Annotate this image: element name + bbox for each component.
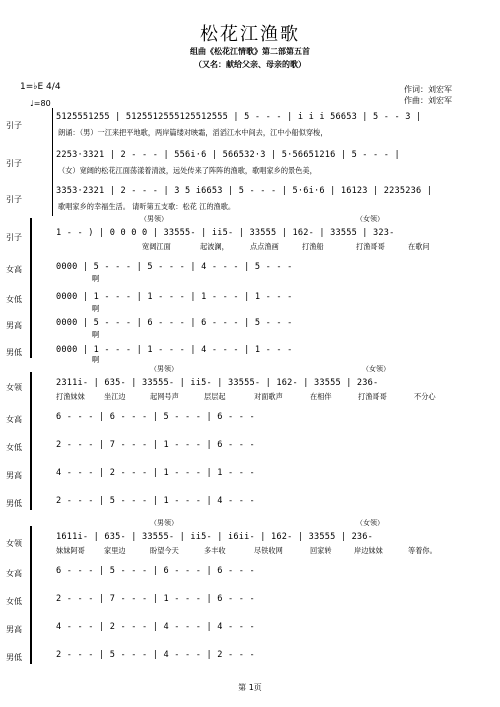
part-label: 女领 [6, 383, 22, 392]
part-label: 男高 [6, 471, 22, 480]
ah: 啊 [92, 330, 100, 339]
lyrics-row: 歌唱家乡的幸福生活。 请听第五支歌：松花 江的渔歌。 [58, 202, 236, 211]
notes-row: 0000 | 5 - - - | 6 - - - | 6 - - - | 5 - - - [56, 318, 293, 328]
lyric: 对面歌声 [254, 392, 283, 401]
notes-row: 5125551255 | 5125512555125512555 | 5 - - - | i i i 56653 | 5 - - 3 | [56, 112, 422, 122]
lyric: 尽铁收网 [254, 546, 283, 555]
lead-marking: （男领） [140, 215, 168, 223]
lyric: 妹妹阿哥 [56, 546, 85, 555]
tempo-marking: ♩=80 [30, 99, 51, 108]
lyric: 盼望今天 [150, 546, 179, 555]
composer: 作曲：刘宏军 [404, 96, 452, 105]
lyric: 回家转 [310, 546, 332, 555]
lyric: 等着你。 [408, 546, 437, 555]
part-label: 男高 [6, 321, 22, 330]
part-label: 女高 [6, 415, 22, 424]
notes-row: 6 - - - | 6 - - - | 5 - - - | 6 - - - [56, 412, 255, 422]
notes-row: 1 - - ) | 0 0 0 0 | 33555- | ii5- | 33555 | 162- | 33555 | 323- [56, 228, 395, 238]
part-label: 女低 [6, 295, 22, 304]
system-bracket [30, 372, 36, 510]
lyric: 在相伴 [310, 392, 332, 401]
part-label: 女低 [6, 443, 22, 452]
lyric: 岸边妹妹 [354, 546, 383, 555]
lead-marking: （女领） [362, 365, 390, 373]
subtitle-alt: （又名：献给父亲、母亲的歌） [194, 60, 306, 69]
system-bracket [30, 526, 36, 664]
part-label: 引子 [6, 195, 22, 204]
part-label: 男低 [6, 499, 22, 508]
part-label: 女高 [6, 265, 22, 274]
lyric: 多丰收 [204, 546, 226, 555]
lyric: 家里边 [104, 546, 126, 555]
lead-marking: （男领） [150, 365, 178, 373]
notes-row: 0000 | 5 - - - | 5 - - - | 4 - - - | 5 - - - [56, 262, 293, 272]
lyric: 宽阔江面 [142, 242, 171, 251]
subtitle: 组曲《松花江情歌》第二部第五首 [190, 47, 310, 56]
notes-row: 2311i- | 635- | 33555- | ii5- | 33555- | 162- | 33555 | 236- [56, 378, 379, 388]
part-label: 女高 [6, 569, 22, 578]
notes-row: 4 - - - | 2 - - - | 1 - - - | 1 - - - [56, 468, 255, 478]
lyric: 打渔妹妹 [56, 392, 85, 401]
lyric: 坐江边 [104, 392, 126, 401]
page-number: 第 1页 [238, 683, 262, 692]
notes-row: 4 - - - | 2 - - - | 4 - - - | 4 - - - [56, 622, 255, 632]
lead-marking: （女领） [356, 215, 384, 223]
notes-row: 2 - - - | 7 - - - | 1 - - - | 6 - - - [56, 594, 255, 604]
system-bracket [30, 218, 36, 358]
part-label: 男低 [6, 653, 22, 662]
lyric: 起波澜， [200, 242, 229, 251]
page-title: 松花江渔歌 [200, 24, 300, 45]
ah: 啊 [92, 304, 100, 313]
key-signature: 1=♭E 4/4 [20, 82, 61, 92]
lyric: 层层起 [204, 392, 226, 401]
ah: 啊 [92, 274, 100, 283]
notes-row: 2253·3321 | 2 - - - | 556i·6 | 566532·3 | 5·56651216 | 5 - - - | [56, 150, 400, 160]
lyric: 点点渔画 [250, 242, 279, 251]
lyric: 打渔哥哥 [358, 392, 387, 401]
notes-row: 0000 | 1 - - - | 1 - - - | 4 - - - | 1 - - - [56, 345, 293, 355]
lyric: 不分心 [414, 392, 436, 401]
part-label: 引子 [6, 233, 22, 242]
part-label: 女低 [6, 597, 22, 606]
notes-row: 2 - - - | 5 - - - | 4 - - - | 2 - - - [56, 650, 255, 660]
ah: 啊 [92, 355, 100, 364]
lyrics-row: （女）宽阔的松花江面荡漾着清波，远处传来了阵阵的渔歌，歌唱家乡的景色美， [58, 166, 317, 175]
notes-row: 2 - - - | 5 - - - | 1 - - - | 4 - - - [56, 496, 255, 506]
notes-row: 2 - - - | 7 - - - | 1 - - - | 6 - - - [56, 440, 255, 450]
notes-row: 6 - - - | 5 - - - | 6 - - - | 6 - - - [56, 566, 255, 576]
lyrics-row: 朗诵：（男）一江来把平地歌，两岸篇缕对映霜，滔滔江水中间去，江中小船似穿梭， [58, 128, 328, 137]
lead-marking: （女领） [356, 519, 384, 527]
lyricist: 作词：刘宏军 [404, 85, 452, 94]
part-label: 男低 [6, 348, 22, 357]
lyric: 打渔船 [302, 242, 324, 251]
lyric: 在歌问 [408, 242, 430, 251]
notes-row: 0000 | 1 - - - | 1 - - - | 1 - - - | 1 - - - [56, 292, 293, 302]
notes-row: 1611i- | 635- | 33555- | ii5- | i6ii- | 162- | 33555 | 236- [56, 532, 374, 542]
notes-row: 3353·2321 | 2 - - - | 3 5 i6653 | 5 - - - | 5·6i·6 | 16123 | 2235236 | [56, 186, 433, 196]
part-label: 男高 [6, 625, 22, 634]
lyric: 起网号声 [150, 392, 179, 401]
part-label: 引子 [6, 159, 22, 168]
part-label: 女领 [6, 539, 22, 548]
lyric: 打渔哥哥 [356, 242, 385, 251]
system-barline [52, 108, 53, 216]
lead-marking: （男领） [150, 519, 178, 527]
part-label: 引子 [6, 121, 22, 130]
